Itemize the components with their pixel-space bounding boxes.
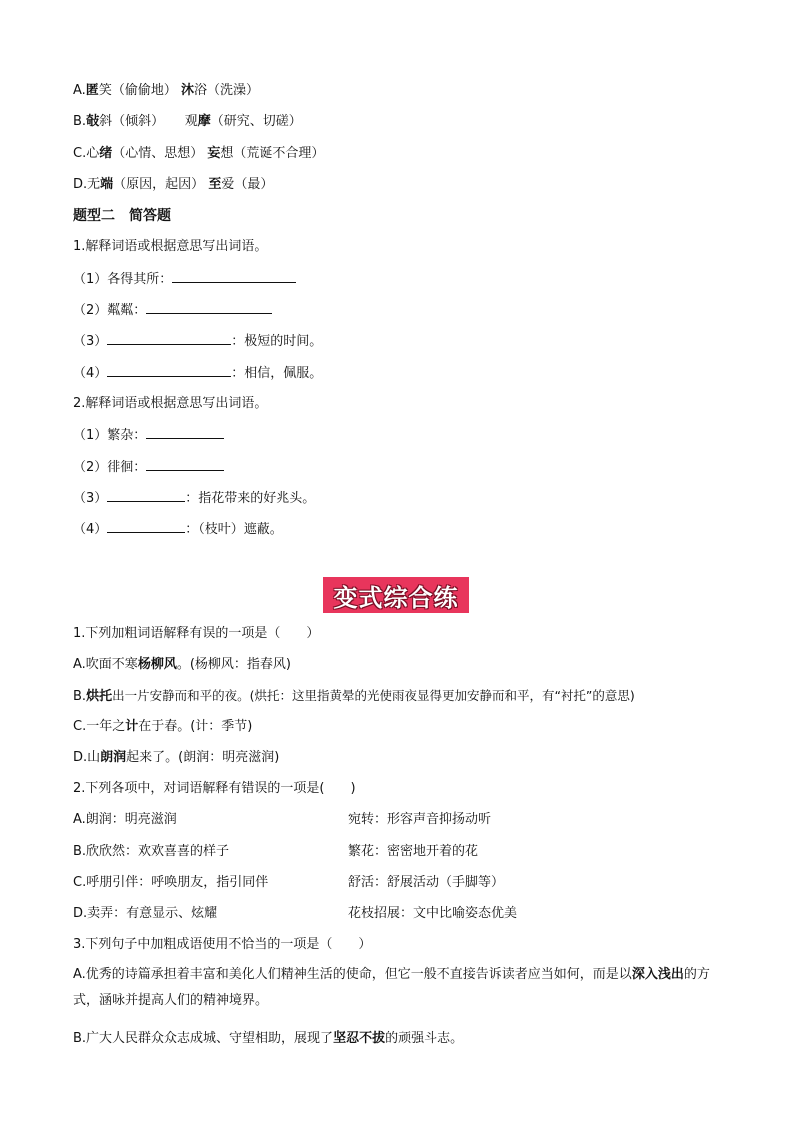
- option-d: [73, 176, 273, 194]
- option-text: B.广大人民群众众志成城、守望相助，展现了: [73, 1031, 334, 1046]
- option-prefix: B.: [73, 114, 87, 129]
- q2-item-2: [73, 458, 224, 477]
- option-a: [73, 82, 259, 100]
- answer-blank[interactable]: [107, 489, 185, 502]
- answer-blank[interactable]: [146, 458, 224, 471]
- answer-blank[interactable]: [146, 426, 224, 439]
- bold-char: 绪: [99, 146, 113, 161]
- option-text: 起来了。(朗润：明亮滋润): [126, 750, 280, 765]
- option-text: 出一片安静而和平的夜。(烘托：这里指黄晕的光使雨夜显得更加安静而和平，有“衬托”的意思): [112, 688, 635, 703]
- practice-question-3: 3.下列句子中加粗成语使用不恰当的一项是（ ）: [73, 937, 372, 952]
- q1-item-4: [73, 364, 322, 383]
- question-2: 2.解释词语或根据意思写出词语。: [73, 396, 268, 411]
- practice-q2-left-c: C.呼朋引伴：呼唤朋友，指引同伴: [73, 875, 269, 890]
- item-text: ：指花带来的好兆头。: [185, 491, 316, 506]
- q1-item-3: [73, 332, 322, 351]
- practice-q1-option-d: [73, 749, 279, 767]
- bold-term: 计: [125, 719, 139, 734]
- bold-char: 匿: [85, 83, 99, 98]
- section-heading: 题型二 简答题: [73, 208, 171, 224]
- bold-char: 摩: [197, 114, 211, 129]
- answer-blank[interactable]: [107, 520, 185, 533]
- item-text: ：极短的时间。: [231, 334, 323, 349]
- banner-label: 变式综合练: [333, 583, 459, 612]
- practice-q1-option-c: [73, 718, 252, 736]
- option-text: 的方式，涵咏并提高人们的精神境界。: [73, 967, 710, 1008]
- option-text: 。(杨柳风：指春风): [176, 657, 291, 672]
- practice-q3-option-b: [73, 1030, 463, 1048]
- q1-item-2: [73, 301, 272, 320]
- option-b: [73, 113, 302, 131]
- bold-char: 沐: [180, 83, 194, 98]
- item-label: （1）各得其所：: [73, 272, 173, 287]
- q1-item-1: [73, 270, 296, 289]
- option-text: 在于春。(计：季节): [138, 719, 253, 734]
- practice-q2-left-a: A.朗润：明亮滋润: [73, 812, 177, 827]
- item-label: （3）: [73, 491, 108, 506]
- option-text: B.: [73, 689, 87, 704]
- bold-char: 妄: [207, 146, 221, 161]
- option-text: 想（荒诞不合理）: [220, 146, 325, 161]
- option-text: 笑（偷偷地）: [98, 83, 177, 98]
- answer-blank[interactable]: [107, 364, 231, 377]
- bold-char: 敧: [86, 114, 100, 129]
- practice-q2-left-b: B.欣欣然：欢欢喜喜的样子: [73, 844, 230, 859]
- practice-banner: [323, 577, 469, 613]
- bold-term: 杨柳风: [137, 657, 177, 672]
- option-text: C.一年之: [73, 719, 126, 734]
- q2-item-1: [73, 426, 224, 445]
- option-text: A.优秀的诗篇承担着丰富和美化人们精神生活的使命，但它一般不直接告诉读者应当如何，而是以: [73, 967, 632, 982]
- practice-q2-right-a: 宛转：形容声音抑扬动听: [348, 812, 492, 827]
- option-text: 浴（洗澡）: [193, 83, 259, 98]
- bold-term: 深入浅出: [631, 967, 684, 982]
- practice-q1-option-b: [73, 687, 635, 706]
- question-1: 1.解释词语或根据意思写出词语。: [73, 239, 268, 254]
- practice-q1-option-a: [73, 656, 291, 674]
- option-prefix: A.: [73, 83, 86, 98]
- option-text: （心情、思想）: [112, 146, 204, 161]
- bold-term: 朗润: [100, 750, 127, 765]
- answer-blank[interactable]: [107, 332, 231, 345]
- item-label: （2）徘徊：: [73, 460, 147, 475]
- option-text: A.吹面不寒: [73, 657, 138, 672]
- practice-q2-left-d: D.卖弄：有意显示、炫耀: [73, 906, 218, 921]
- practice-q2-right-b: 繁花：密密地开着的花: [348, 844, 479, 859]
- option-text: 爱（最）: [221, 177, 274, 192]
- item-label: （4）: [73, 522, 108, 537]
- bold-term: 烘托: [86, 689, 113, 704]
- practice-question-1: 1.下列加粗词语解释有误的一项是（ ）: [73, 626, 320, 641]
- option-text: 观: [184, 114, 198, 129]
- option-c: [73, 145, 324, 163]
- bold-char: 端: [100, 177, 114, 192]
- option-text: （原因，起因）: [113, 177, 205, 192]
- option-text: D.山: [73, 750, 101, 765]
- option-text: （研究、切磋）: [210, 114, 302, 129]
- practice-q2-right-d: 花枝招展：文中比喻姿态优美: [348, 906, 518, 921]
- practice-question-2: 2.下列各项中，对词语解释有错误的一项是( ): [73, 781, 356, 796]
- option-prefix: D.无: [73, 177, 101, 192]
- option-prefix: C.心: [73, 146, 100, 161]
- option-text: 斜（倾斜）: [99, 114, 165, 129]
- item-text: ：相信，佩服。: [231, 366, 323, 381]
- item-text: ：（枝叶）遮蔽。: [185, 522, 283, 537]
- option-text: 的顽强斗志。: [385, 1031, 464, 1046]
- practice-q3-option-a: [73, 962, 723, 1014]
- bold-char: 至: [208, 177, 222, 192]
- bold-term: 坚忍不拔: [333, 1031, 386, 1046]
- item-label: （4）: [73, 366, 108, 381]
- answer-blank[interactable]: [146, 301, 272, 314]
- item-label: （1）繁杂：: [73, 428, 147, 443]
- item-label: （2）粼粼：: [73, 303, 147, 318]
- practice-q2-right-c: 舒活：舒展活动（手脚等）: [348, 875, 505, 890]
- answer-blank[interactable]: [172, 270, 296, 283]
- q2-item-4: [73, 520, 283, 539]
- q2-item-3: [73, 489, 315, 508]
- item-label: （3）: [73, 334, 108, 349]
